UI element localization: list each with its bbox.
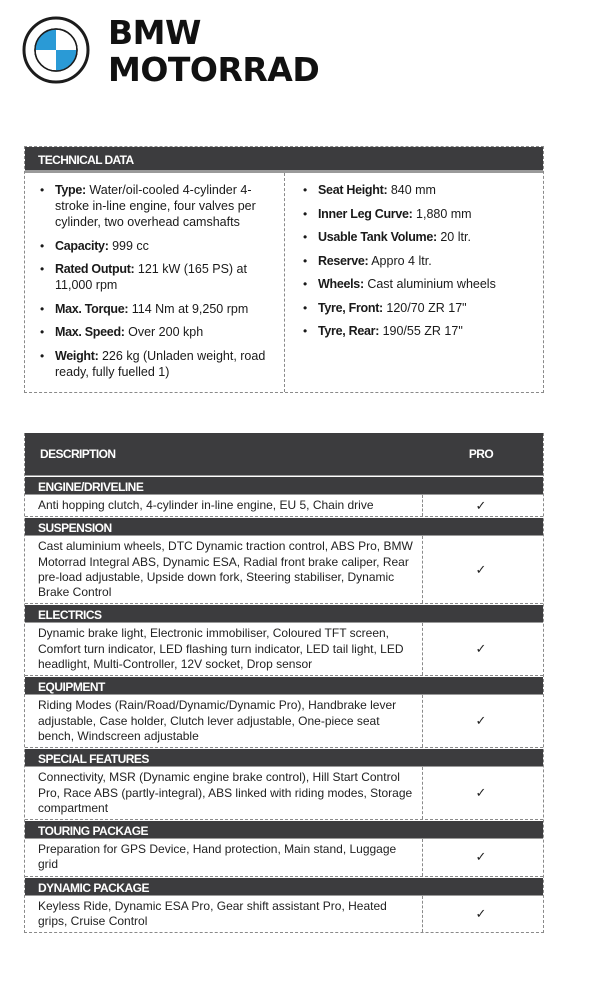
technical-data-title: TECHNICAL DATA: [25, 147, 543, 173]
section-features: Cast aluminium wheels, DTC Dynamic traction control, ABS Pro, BMW Motorrad Integral ABS, Dynamic ESA, Radial front brake caliper, Rear pre-load adjustable, Upside down fork, Steering stabiliser, Dynamic Brake Control: [25, 536, 423, 603]
table-row: [25, 896, 543, 933]
spec-item: [318, 253, 535, 269]
table-row: [25, 767, 543, 820]
section-features: Preparation for GPS Device, Hand protection, Main stand, Luggage grid: [25, 839, 423, 876]
spec-item: [318, 276, 535, 292]
spec-value: 20 ltr.: [440, 230, 471, 244]
table-sections: [25, 476, 543, 932]
column-header-pro: PRO: [468, 447, 494, 461]
spec-label: Max. Speed:: [55, 325, 125, 339]
spec-value: Appro 4 ltr.: [371, 253, 432, 268]
table-row: [25, 495, 543, 517]
table-row: [25, 695, 543, 748]
technical-data-body: [25, 173, 543, 392]
spec-item: [318, 182, 535, 198]
bmw-roundel-icon: [22, 16, 90, 84]
spec-value: 190/55 ZR 17": [382, 324, 463, 338]
section-features: Riding Modes (Rain/Road/Dynamic/Dynamic Pro), Handbrake lever adjustable, Case holder, Clutch lever adjustable, One-piece seat bench, Windscreen adjustable: [25, 695, 423, 747]
spec-label: Weight:: [55, 348, 99, 363]
spec-item: [55, 301, 276, 317]
checkmark-icon: ✓: [475, 561, 487, 577]
section-title: ENGINE/DRIVELINE: [25, 476, 543, 495]
technical-data-right-column: [285, 173, 543, 392]
spec-item: [318, 229, 535, 245]
spec-label: Inner Leg Curve:: [318, 206, 413, 221]
spec-value: 840 mm: [390, 183, 436, 197]
spec-value: Over 200 kph: [128, 325, 204, 339]
table-row: [25, 839, 543, 877]
spec-item: [55, 324, 276, 340]
section-features: Keyless Ride, Dynamic ESA Pro, Gear shift assistant Pro, Heated grips, Cruise Control: [25, 896, 423, 933]
spec-label: Tyre, Rear:: [318, 324, 380, 338]
checkmark-icon: ✓: [475, 497, 487, 513]
section-features: Connectivity, MSR (Dynamic engine brake control), Hill Start Control Pro, Race ABS (partly-integral), ABS linked with riding modes, Storage compartment: [25, 767, 423, 819]
checkmark-icon: ✓: [475, 785, 487, 801]
section-title: ELECTRICS: [25, 604, 543, 623]
section-title: SUSPENSION: [25, 517, 543, 536]
brand-title: [108, 14, 319, 88]
spec-value: Water/oil-cooled 4-cylinder 4-stroke in-line engine, four valves per cylinder, two overhead camshafts: [55, 183, 256, 229]
spec-label: Wheels:: [318, 277, 364, 291]
spec-label: Capacity:: [55, 238, 109, 253]
spec-item: [55, 348, 276, 380]
technical-data-panel: [24, 146, 544, 393]
section-features: Dynamic brake light, Electronic immobiliser, Coloured TFT screen, Comfort turn indicator, LED flashing turn indicator, LED tail light, LED headlight, Multi-Controller, 12V socket, Drop sensor: [25, 623, 423, 675]
table-row: [25, 623, 543, 676]
spec-item: [55, 182, 276, 230]
brand-line-1: BMW: [108, 13, 201, 52]
table-row: [25, 536, 543, 604]
checkmark-icon: ✓: [475, 849, 487, 865]
spec-label: Max. Torque:: [55, 301, 129, 316]
spec-label: Reserve:: [318, 253, 369, 268]
checkmark-icon: ✓: [475, 906, 487, 922]
spec-label: Usable Tank Volume:: [318, 230, 437, 244]
section-features: Anti hopping clutch, 4-cylinder in-line engine, EU 5, Chain drive: [25, 495, 423, 516]
spec-label: Tyre, Front:: [318, 300, 383, 315]
column-header-description: DESCRIPTION: [40, 447, 116, 461]
spec-item: [318, 206, 535, 222]
spec-value: 1,880 mm: [416, 206, 472, 221]
technical-data-left-column: [25, 173, 285, 392]
spec-item: [318, 323, 535, 339]
spec-value: 226 kg (Unladen weight, road ready, fully fuelled 1): [55, 348, 266, 379]
section-title: SPECIAL FEATURES: [25, 748, 543, 767]
spec-label: Type:: [55, 183, 86, 197]
spec-value: 120/70 ZR 17": [386, 300, 467, 315]
spec-item: [55, 261, 276, 293]
spec-item: [318, 300, 535, 316]
table-header: [25, 433, 543, 476]
spec-item: [55, 238, 276, 254]
spec-value: 121 kW (165 PS) at 11,000 rpm: [55, 262, 247, 292]
description-table: [24, 433, 544, 933]
spec-label: Seat Height:: [318, 183, 388, 197]
spec-label: Rated Output:: [55, 262, 135, 276]
section-title: TOURING PACKAGE: [25, 820, 543, 839]
spec-value: 999 cc: [112, 238, 149, 253]
checkmark-icon: ✓: [475, 713, 487, 729]
section-title: DYNAMIC PACKAGE: [25, 877, 543, 896]
brand-line-2: MOTORRAD: [108, 50, 320, 89]
checkmark-icon: ✓: [475, 641, 487, 657]
spec-value: Cast aluminium wheels: [367, 277, 496, 291]
section-title: EQUIPMENT: [25, 676, 543, 695]
spec-value: 114 Nm at 9,250 rpm: [131, 301, 249, 316]
